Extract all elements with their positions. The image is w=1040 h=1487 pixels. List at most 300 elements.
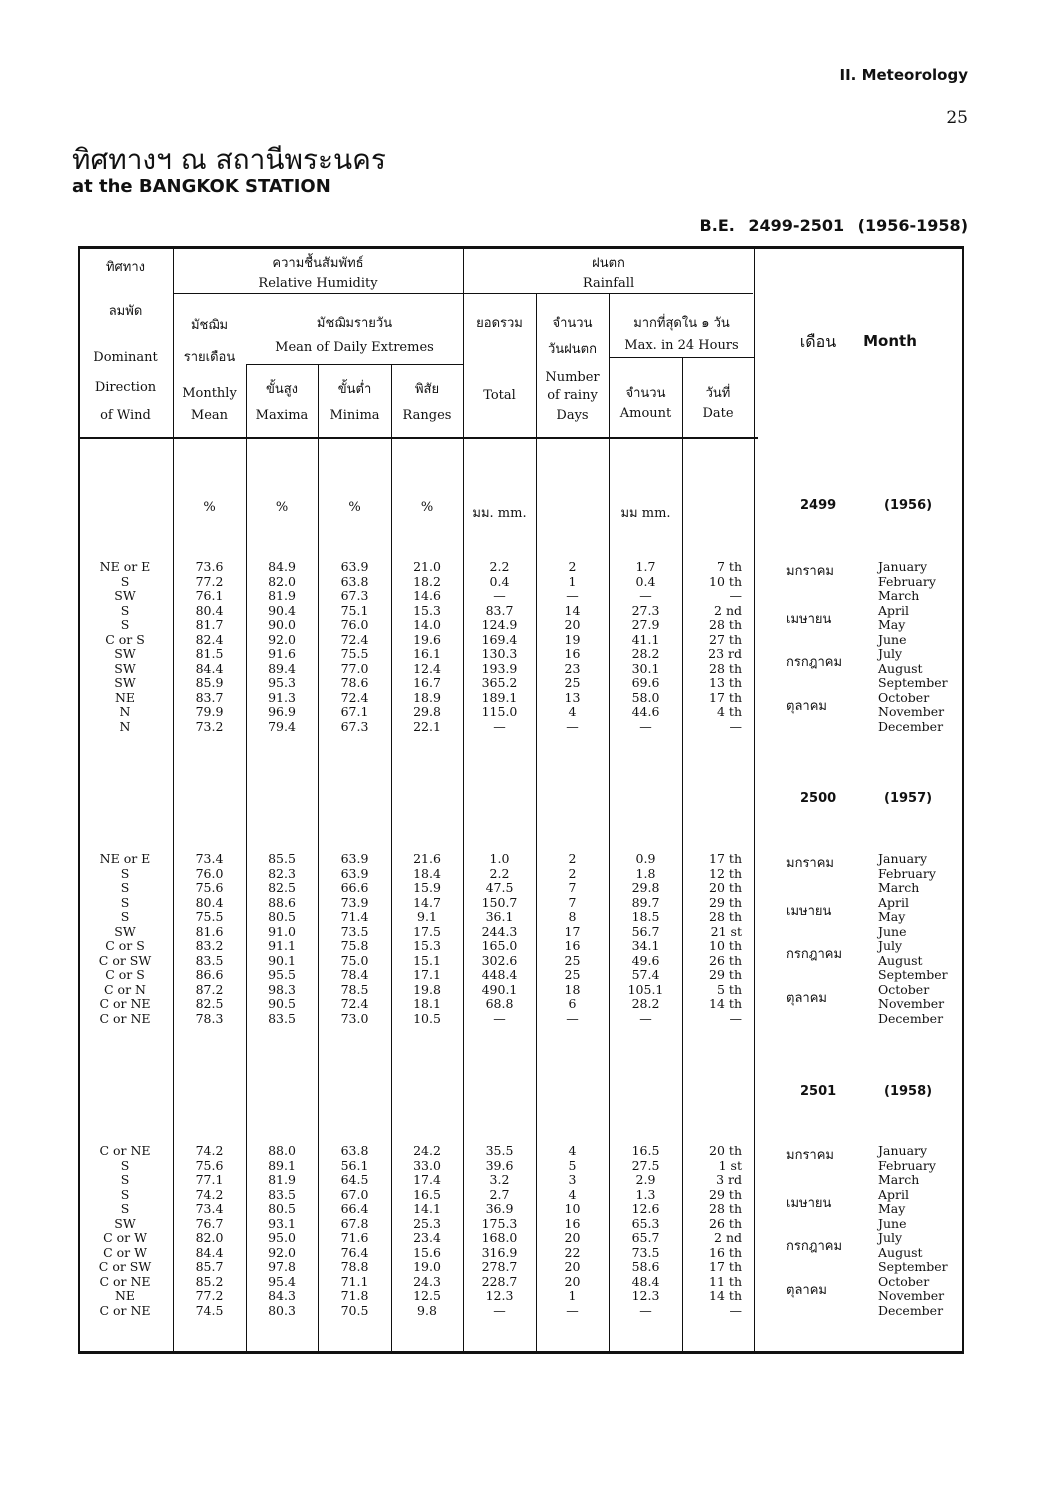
cell-wind: SW bbox=[114, 660, 136, 676]
column-mean bbox=[173, 852, 246, 1026]
cell-ranges: 16.5 bbox=[413, 1186, 441, 1202]
rainy-days-en1: Number bbox=[545, 370, 600, 385]
cell-wind: C or SW bbox=[98, 1259, 152, 1274]
cell-minima: 75.8 bbox=[340, 938, 369, 953]
cell-date: 29 th bbox=[709, 967, 742, 982]
cell-days: 3 bbox=[568, 1172, 577, 1187]
cell-month: September bbox=[878, 1259, 948, 1274]
cell-month: October bbox=[878, 689, 930, 705]
cell-days: 25 bbox=[564, 952, 581, 968]
cell-minima: 73.5 bbox=[340, 923, 369, 939]
column-minima bbox=[318, 560, 391, 734]
cell-amount: — bbox=[639, 718, 652, 734]
cell-wind: N bbox=[119, 718, 131, 734]
cell-amount: 30.1 bbox=[631, 660, 660, 676]
cell-minima: 67.0 bbox=[340, 1186, 369, 1202]
total-en: Total bbox=[483, 388, 516, 403]
cell-total: — bbox=[493, 1010, 506, 1026]
cell-minima: 63.9 bbox=[340, 559, 369, 574]
cell-month: January bbox=[878, 851, 928, 866]
cell-wind: S bbox=[120, 894, 130, 910]
cell-month: November bbox=[878, 996, 945, 1011]
cell-minima: 71.1 bbox=[340, 1273, 369, 1289]
cell-date: 21 st bbox=[710, 923, 742, 939]
data-table bbox=[78, 246, 964, 1354]
cell-total: 175.3 bbox=[481, 1215, 518, 1231]
cell-maxima: 85.5 bbox=[268, 851, 296, 866]
cell-date: 14 th bbox=[709, 1288, 742, 1303]
cell-total: 35.5 bbox=[485, 1143, 514, 1158]
period: B.E. 2499-2501 (1956-1958) bbox=[699, 216, 968, 235]
header-bottom-border bbox=[78, 437, 758, 439]
cell-amount: 34.1 bbox=[631, 938, 660, 953]
cell-date: 28 th bbox=[709, 617, 742, 632]
cell-amount: 12.6 bbox=[631, 1201, 660, 1216]
cell-days: 7 bbox=[568, 894, 577, 910]
cell-ranges: 19.6 bbox=[413, 631, 441, 647]
cell-month: January bbox=[878, 559, 928, 574]
unit-percent: % bbox=[348, 500, 361, 515]
column-date bbox=[682, 1144, 742, 1318]
year-ce: (1956) bbox=[884, 498, 933, 513]
cell-ranges: 15.6 bbox=[413, 1244, 441, 1260]
cell-month: January bbox=[878, 1143, 928, 1158]
cell-wind: S bbox=[120, 1157, 130, 1173]
cell-total: — bbox=[493, 718, 506, 734]
column-total bbox=[463, 1144, 536, 1318]
cell-month: December bbox=[878, 1010, 944, 1026]
cell-days: 4 bbox=[568, 1143, 577, 1158]
maxima-thai: ขั้นสูง bbox=[265, 382, 299, 397]
cell-ranges: 29.8 bbox=[413, 704, 441, 719]
cell-mean: 85.2 bbox=[195, 1273, 224, 1289]
cell-days: 16 bbox=[564, 1215, 581, 1231]
cell-amount: 56.7 bbox=[631, 923, 660, 939]
thai-month-label: ตุลาคม bbox=[786, 698, 827, 714]
cell-ranges: 12.5 bbox=[413, 1288, 441, 1303]
cell-mean: 83.7 bbox=[195, 689, 224, 705]
cell-mean: 82.5 bbox=[195, 996, 224, 1011]
cell-mean: 76.7 bbox=[195, 1215, 224, 1231]
cell-maxima: 91.1 bbox=[268, 938, 296, 953]
column-minima bbox=[318, 852, 391, 1026]
cell-month: May bbox=[878, 909, 906, 924]
cell-amount: 28.2 bbox=[631, 646, 660, 661]
cell-amount: 27.5 bbox=[631, 1157, 660, 1173]
cell-maxima: 93.1 bbox=[268, 1215, 296, 1231]
cell-date: 17 th bbox=[709, 1259, 742, 1274]
cell-month: June bbox=[878, 923, 907, 939]
cell-days: 2 bbox=[568, 865, 577, 881]
table-bottom-border bbox=[78, 1351, 964, 1354]
year-be: 2500 bbox=[800, 791, 837, 806]
cell-mean: 85.9 bbox=[195, 675, 224, 690]
cell-wind: S bbox=[120, 1172, 130, 1187]
cell-wind: S bbox=[120, 880, 130, 895]
cell-date: 7 th bbox=[717, 559, 742, 574]
year-ce: (1957) bbox=[884, 791, 933, 806]
cell-wind: SW bbox=[114, 588, 136, 603]
cell-minima: 63.9 bbox=[340, 851, 369, 866]
cell-mean: 85.7 bbox=[195, 1259, 224, 1274]
maxima-en: Maxima bbox=[255, 408, 309, 423]
cell-total: — bbox=[493, 1302, 506, 1318]
cell-maxima: 92.0 bbox=[268, 631, 296, 647]
cell-wind: C or W bbox=[103, 1244, 147, 1260]
cell-days: 16 bbox=[564, 646, 581, 661]
monthly-mean-thai1: มัชฌิม bbox=[190, 318, 229, 333]
cell-wind: C or NE bbox=[99, 1273, 151, 1289]
cell-wind: S bbox=[120, 865, 130, 881]
cell-maxima: 91.0 bbox=[268, 923, 296, 939]
wind-header-en1: Dominant bbox=[93, 350, 158, 365]
cell-wind: N bbox=[119, 704, 131, 719]
cell-maxima: 91.3 bbox=[268, 689, 296, 705]
cell-total: 189.1 bbox=[481, 689, 518, 705]
cell-maxima: 83.5 bbox=[268, 1010, 296, 1026]
column-days bbox=[536, 852, 609, 1026]
cell-month: April bbox=[878, 894, 909, 910]
cell-minima: 63.9 bbox=[340, 865, 369, 881]
cell-month: November bbox=[878, 1288, 945, 1303]
unit-mm: มม mm. bbox=[620, 506, 671, 521]
cell-month: November bbox=[878, 704, 945, 719]
cell-minima: 66.6 bbox=[340, 880, 369, 895]
cell-minima: 56.1 bbox=[340, 1157, 369, 1173]
cell-wind: C or S bbox=[105, 938, 145, 953]
cell-date: 2 nd bbox=[714, 602, 742, 618]
cell-month: July bbox=[878, 938, 903, 953]
column-wind bbox=[80, 1144, 170, 1318]
cell-month: December bbox=[878, 1302, 944, 1318]
thai-month-label: มกราคม bbox=[786, 564, 834, 579]
cell-days: — bbox=[566, 1302, 579, 1318]
cell-ranges: 19.8 bbox=[413, 981, 441, 997]
cell-days: 20 bbox=[564, 1259, 581, 1274]
wind-header-en3: of Wind bbox=[100, 408, 151, 423]
cell-ranges: 24.3 bbox=[413, 1273, 441, 1289]
cell-wind: C or SW bbox=[98, 952, 152, 968]
cell-total: 448.4 bbox=[481, 967, 518, 982]
cell-amount: 0.9 bbox=[635, 851, 656, 866]
cell-maxima: 89.4 bbox=[268, 660, 296, 676]
cell-total: 169.4 bbox=[481, 631, 518, 647]
rainfall-header-thai: ฝนตก bbox=[592, 256, 625, 271]
cell-days: 4 bbox=[568, 704, 577, 719]
cell-total: 228.7 bbox=[481, 1273, 518, 1289]
cell-maxima: 90.0 bbox=[268, 617, 296, 632]
cell-mean: 83.2 bbox=[195, 938, 224, 953]
thai-month-label: มกราคม bbox=[786, 856, 834, 871]
cell-days: 4 bbox=[568, 1186, 577, 1202]
cell-minima: 67.1 bbox=[340, 704, 369, 719]
cell-month: March bbox=[878, 880, 920, 895]
cell-wind: C or NE bbox=[99, 1302, 151, 1318]
cell-ranges: 33.0 bbox=[413, 1157, 441, 1173]
cell-amount: 89.7 bbox=[631, 894, 660, 910]
cell-amount: 2.9 bbox=[635, 1172, 656, 1187]
cell-month: September bbox=[878, 675, 948, 690]
total-thai: ยอดรวม bbox=[476, 316, 523, 331]
cell-month: February bbox=[878, 865, 936, 881]
cell-date: 23 rd bbox=[708, 646, 742, 661]
cell-ranges: 14.7 bbox=[413, 894, 441, 910]
cell-amount: 65.3 bbox=[631, 1215, 660, 1231]
monthly-mean-en2: Mean bbox=[190, 408, 229, 423]
thai-month-label: เมษายน bbox=[786, 1195, 832, 1211]
cell-minima: 73.9 bbox=[340, 894, 369, 910]
humidity-header-en: Relative Humidity bbox=[258, 276, 378, 291]
cell-wind: S bbox=[120, 1186, 130, 1202]
cell-wind: C or NE bbox=[99, 1143, 151, 1158]
cell-month: February bbox=[878, 1157, 936, 1173]
cell-date: 16 th bbox=[709, 1244, 742, 1260]
cell-minima: 66.4 bbox=[340, 1201, 369, 1216]
cell-ranges: 25.3 bbox=[413, 1215, 441, 1231]
cell-wind: SW bbox=[114, 646, 136, 661]
cell-days: 5 bbox=[568, 1157, 577, 1173]
cell-date: 20 th bbox=[709, 880, 742, 895]
cell-wind: NE or E bbox=[99, 851, 151, 866]
col-border-right bbox=[962, 246, 964, 1354]
month-header-en: Month bbox=[863, 332, 917, 350]
cell-ranges: 18.4 bbox=[413, 865, 441, 881]
cell-amount: — bbox=[639, 588, 652, 603]
minima-thai: ขั้นต่ำ bbox=[337, 382, 372, 397]
extremes-header-en: Mean of Daily Extremes bbox=[275, 340, 434, 355]
cell-month: April bbox=[878, 602, 909, 618]
cell-date: — bbox=[729, 588, 742, 603]
column-ranges bbox=[391, 1144, 463, 1318]
cell-date: 20 th bbox=[709, 1143, 742, 1158]
cell-minima: 76.4 bbox=[340, 1244, 369, 1260]
cell-mean: 73.2 bbox=[195, 718, 224, 734]
cell-ranges: 18.2 bbox=[413, 573, 441, 589]
cell-month: June bbox=[878, 631, 907, 647]
cell-maxima: 81.9 bbox=[268, 588, 296, 603]
cell-mean: 75.6 bbox=[195, 880, 224, 895]
cell-month: May bbox=[878, 617, 906, 632]
cell-mean: 73.4 bbox=[195, 1201, 224, 1216]
cell-mean: 81.5 bbox=[195, 646, 224, 661]
cell-ranges: 18.9 bbox=[413, 689, 441, 705]
cell-mean: 80.4 bbox=[195, 894, 224, 910]
cell-mean: 81.6 bbox=[195, 923, 224, 939]
cell-maxima: 98.3 bbox=[268, 981, 296, 997]
column-maxima bbox=[246, 1144, 318, 1318]
cell-maxima: 95.0 bbox=[268, 1230, 296, 1245]
max24-thai: มากที่สุดใน ๑ วัน bbox=[633, 316, 730, 331]
cell-date: — bbox=[729, 1302, 742, 1318]
cell-maxima: 95.3 bbox=[268, 675, 296, 690]
cell-wind: S bbox=[120, 573, 130, 589]
extremes-rule bbox=[246, 364, 463, 365]
humidity-header-thai: ความชื้นสัมพัทธ์ bbox=[272, 256, 364, 271]
year-be: 2499 bbox=[800, 498, 837, 513]
cell-days: 6 bbox=[568, 996, 577, 1011]
cell-days: 18 bbox=[564, 981, 581, 997]
cell-total: 150.7 bbox=[481, 894, 518, 910]
cell-wind: S bbox=[120, 909, 130, 924]
column-total bbox=[463, 560, 536, 734]
cell-minima: 72.4 bbox=[340, 689, 369, 705]
cell-wind: SW bbox=[114, 923, 136, 939]
cell-days: 20 bbox=[564, 1273, 581, 1289]
cell-wind: C or S bbox=[105, 631, 145, 647]
cell-date: 29 th bbox=[709, 894, 742, 910]
cell-date: 3 rd bbox=[716, 1172, 742, 1187]
cell-date: 17 th bbox=[709, 851, 742, 866]
cell-days: 10 bbox=[564, 1201, 581, 1216]
cell-mean: 79.9 bbox=[195, 704, 224, 719]
cell-total: 2.2 bbox=[489, 865, 510, 881]
cell-date: 13 th bbox=[709, 675, 742, 690]
year-be: 2501 bbox=[800, 1084, 837, 1099]
cell-days: — bbox=[566, 718, 579, 734]
cell-month: March bbox=[878, 588, 920, 603]
cell-total: 1.0 bbox=[489, 851, 510, 866]
cell-minima: 75.1 bbox=[340, 602, 369, 618]
rainy-days-en3: Days bbox=[556, 408, 589, 423]
column-month-en bbox=[878, 560, 960, 734]
column-ranges bbox=[391, 560, 463, 734]
column-wind bbox=[80, 560, 170, 734]
cell-minima: 70.5 bbox=[340, 1302, 369, 1318]
cell-mean: 82.0 bbox=[195, 1230, 224, 1245]
cell-mean: 75.6 bbox=[195, 1157, 224, 1173]
cell-maxima: 97.8 bbox=[268, 1259, 296, 1274]
cell-total: 2.2 bbox=[489, 559, 510, 574]
cell-wind: S bbox=[120, 602, 130, 618]
cell-maxima: 84.9 bbox=[268, 559, 296, 574]
cell-ranges: 19.0 bbox=[413, 1259, 441, 1274]
cell-date: 10 th bbox=[709, 573, 742, 589]
cell-maxima: 82.5 bbox=[268, 880, 296, 895]
cell-amount: — bbox=[639, 1302, 652, 1318]
cell-ranges: 9.1 bbox=[417, 909, 437, 924]
cell-amount: 27.9 bbox=[631, 617, 660, 632]
cell-maxima: 89.1 bbox=[268, 1157, 296, 1173]
cell-minima: 78.6 bbox=[340, 675, 369, 690]
rainfall-group-rule bbox=[463, 293, 753, 294]
cell-mean: 84.4 bbox=[195, 660, 224, 676]
cell-days: 13 bbox=[564, 689, 581, 705]
cell-ranges: 15.9 bbox=[413, 880, 441, 895]
cell-minima: 71.4 bbox=[340, 909, 369, 924]
month-header-thai: เดือน bbox=[799, 332, 837, 351]
unit-percent: % bbox=[203, 500, 216, 515]
cell-date: 12 th bbox=[709, 865, 742, 881]
column-wind bbox=[80, 852, 170, 1026]
column-month-en bbox=[878, 852, 960, 1026]
section-title: II. Meteorology bbox=[839, 66, 968, 84]
cell-maxima: 80.3 bbox=[268, 1302, 296, 1318]
thai-month-label: ตุลาคม bbox=[786, 1282, 827, 1298]
cell-wind: C or W bbox=[103, 1230, 147, 1245]
cell-days: — bbox=[566, 588, 579, 603]
year-ce: (1958) bbox=[884, 1084, 933, 1099]
cell-mean: 80.4 bbox=[195, 602, 224, 618]
cell-maxima: 90.1 bbox=[268, 952, 296, 968]
amount-thai: จำนวน bbox=[625, 386, 666, 401]
cell-date: 17 th bbox=[709, 689, 742, 705]
wind-header-en2: Direction bbox=[94, 380, 157, 395]
column-days bbox=[536, 560, 609, 734]
cell-maxima: 88.6 bbox=[268, 894, 296, 910]
rainy-days-thai2: วันฝนตก bbox=[547, 342, 597, 357]
cell-minima: 75.0 bbox=[340, 952, 369, 968]
cell-ranges: 10.5 bbox=[413, 1010, 441, 1026]
cell-mean: 73.6 bbox=[195, 559, 224, 574]
cell-total: 316.9 bbox=[481, 1244, 518, 1260]
cell-total: 302.6 bbox=[481, 952, 518, 968]
thai-month-label: กรกฎาคม bbox=[786, 1239, 843, 1254]
column-minima bbox=[318, 1144, 391, 1318]
cell-ranges: 15.3 bbox=[413, 938, 441, 953]
cell-date: 28 th bbox=[709, 660, 742, 676]
cell-month: May bbox=[878, 1201, 906, 1216]
cell-total: 47.5 bbox=[485, 880, 514, 895]
cell-month: July bbox=[878, 1230, 903, 1245]
cell-date: 14 th bbox=[709, 996, 742, 1011]
cell-date: 28 th bbox=[709, 1201, 742, 1216]
cell-days: 1 bbox=[568, 573, 577, 589]
cell-total: 278.7 bbox=[481, 1259, 518, 1274]
unit-percent: % bbox=[420, 500, 434, 515]
amount-en: Amount bbox=[619, 406, 672, 421]
cell-minima: 77.0 bbox=[340, 660, 369, 676]
cell-days: 19 bbox=[564, 631, 581, 647]
cell-month: March bbox=[878, 1172, 920, 1187]
cell-mean: 74.5 bbox=[195, 1302, 224, 1318]
cell-mean: 87.2 bbox=[195, 981, 224, 997]
cell-minima: 71.8 bbox=[340, 1288, 369, 1303]
cell-total: 168.0 bbox=[481, 1230, 518, 1245]
cell-ranges: 17.5 bbox=[413, 923, 441, 939]
cell-maxima: 90.4 bbox=[268, 602, 296, 618]
column-amount bbox=[609, 560, 682, 734]
cell-wind: C or S bbox=[105, 967, 145, 982]
cell-wind: C or N bbox=[104, 981, 146, 997]
cell-ranges: 15.3 bbox=[413, 602, 441, 618]
cell-month: April bbox=[878, 1186, 909, 1202]
cell-wind: SW bbox=[114, 675, 136, 690]
cell-mean: 76.1 bbox=[195, 588, 224, 603]
cell-ranges: 21.0 bbox=[413, 559, 441, 574]
cell-maxima: 80.5 bbox=[268, 1201, 296, 1216]
column-date bbox=[682, 852, 742, 1026]
cell-mean: 77.2 bbox=[195, 1288, 224, 1303]
cell-days: 14 bbox=[564, 602, 581, 618]
cell-mean: 75.5 bbox=[195, 909, 224, 924]
cell-days: 25 bbox=[564, 675, 581, 690]
thai-month-label: กรกฎาคม bbox=[786, 655, 843, 670]
cell-total: 165.0 bbox=[481, 938, 518, 953]
thai-month-label: กรกฎาคม bbox=[786, 947, 843, 962]
rainy-days-thai1: จำนวน bbox=[552, 316, 593, 331]
cell-mean: 77.1 bbox=[195, 1172, 224, 1187]
cell-month: September bbox=[878, 967, 948, 982]
cell-date: 4 th bbox=[717, 704, 742, 719]
cell-total: 2.7 bbox=[489, 1186, 510, 1202]
cell-month: July bbox=[878, 646, 903, 661]
cell-maxima: 82.3 bbox=[268, 865, 296, 881]
column-date bbox=[682, 560, 742, 734]
cell-minima: 78.8 bbox=[340, 1259, 369, 1274]
cell-mean: 86.6 bbox=[195, 967, 224, 982]
cell-days: 1 bbox=[568, 1288, 577, 1303]
cell-total: 39.6 bbox=[485, 1157, 514, 1173]
